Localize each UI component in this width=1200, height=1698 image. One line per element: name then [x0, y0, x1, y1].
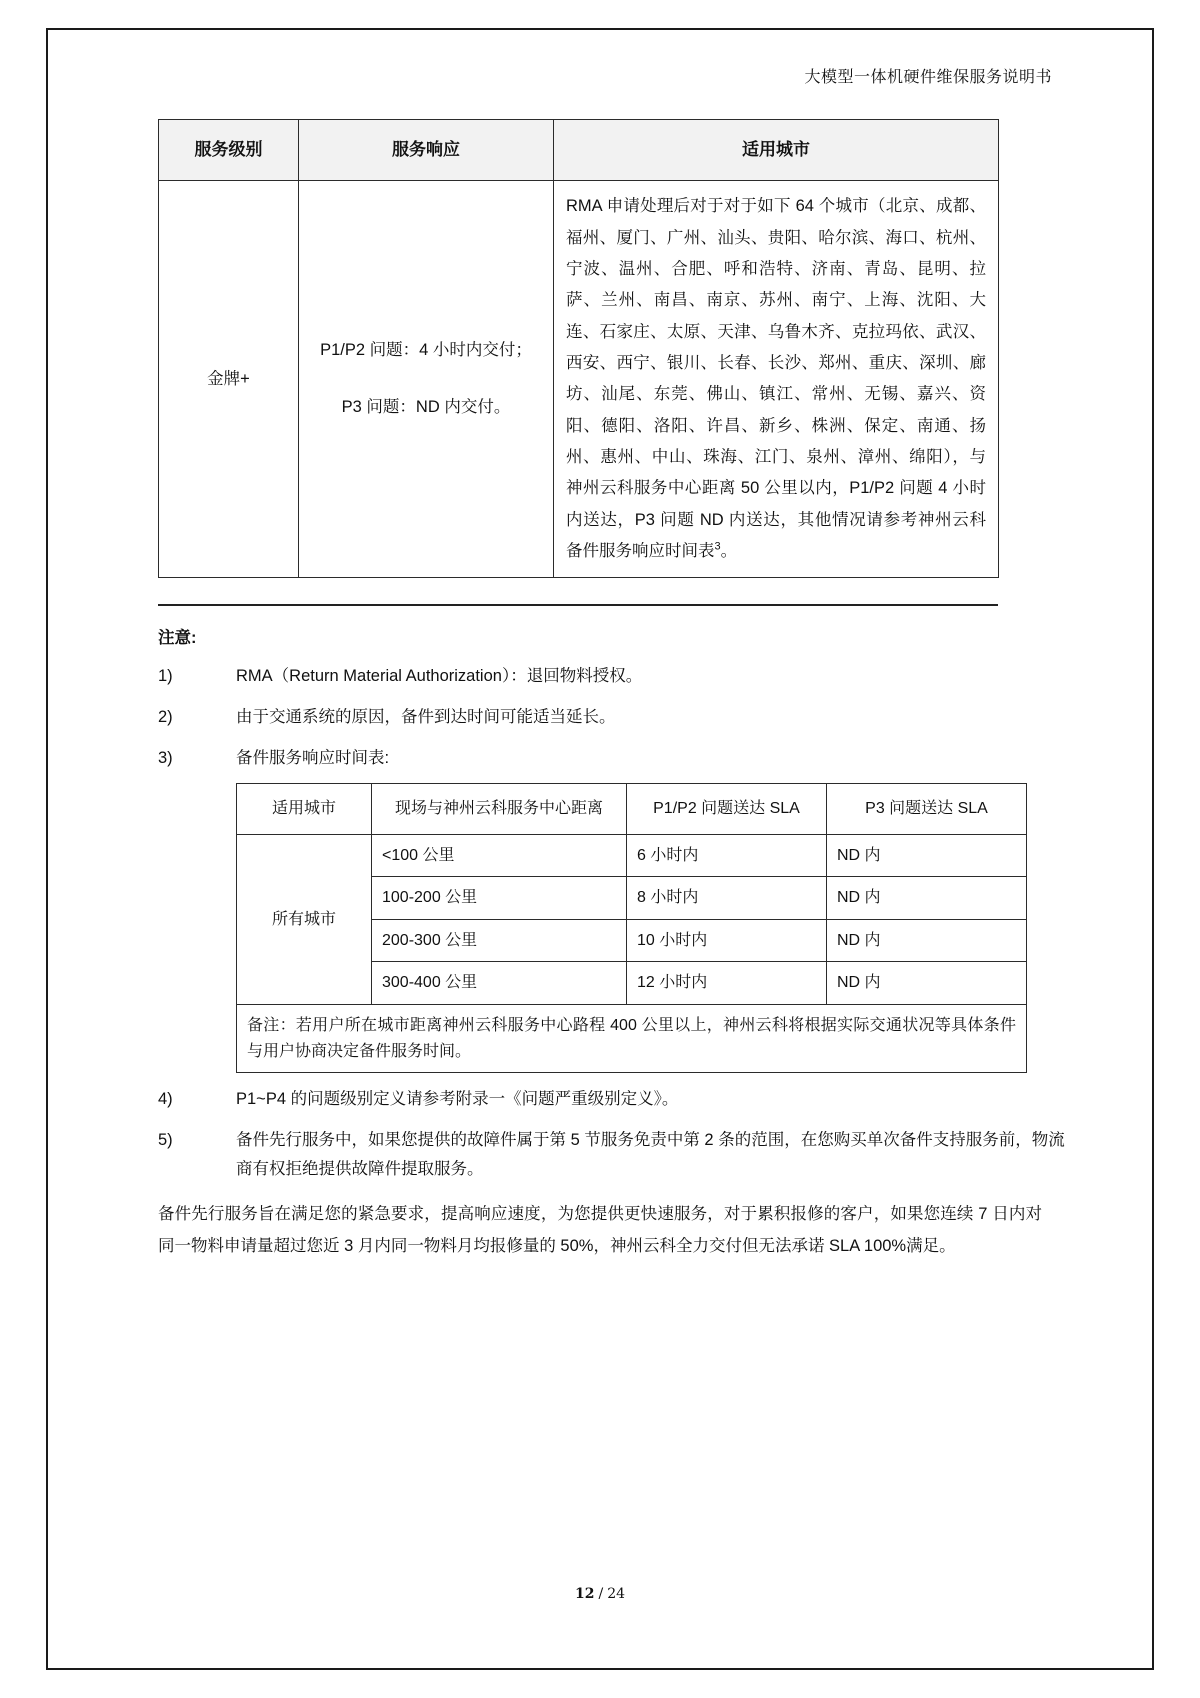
service-level-table: [158, 119, 999, 578]
cell-p12-sla: 6 小时内: [627, 834, 827, 877]
cell-applicable-cities: [554, 181, 999, 578]
city-text: RMA 申请处理后对于对于如下 64 个城市（北京、成都、福州、厦门、广州、汕头、贵阳、哈尔滨、海口、杭州、宁波、温州、合肥、呼和浩特、济南、青岛、昆明、拉萨、兰州、南昌、南京、苏州、南宁、上海、沈阳、大连、石家庄、太原、天津、乌鲁木齐、克拉玛依、武汉、西安、西宁、银川、长春、长沙、郑州、重庆、深圳、廊坊、汕尾、东莞、佛山、镇江、常州、无锡、嘉兴、资阳、德阳、洛阳、许昌、新乡、株洲、保定、南通、扬州、惠州、中山、珠海、江门、泉州、漳州、绵阳），与神州云科服务中心距离 50 公里以内，P1/P2 问题 4 小时内送达，P3 问题 ND 内送达，其他情况请参考神州云科备件服务响应时间表: [566, 197, 986, 561]
cell-city-group: 所有城市: [237, 834, 372, 1004]
list-item-text: 备件服务响应时间表:: [236, 749, 390, 768]
cell-p3-sla: ND 内: [827, 919, 1027, 962]
total-page-number: 24: [607, 1586, 626, 1602]
city-text-end: 。: [720, 542, 738, 561]
list-item-text: RMA（Return Material Authorization）：退回物料授权。: [236, 667, 643, 686]
current-page-number: 12: [574, 1586, 595, 1602]
cell-p12-sla: 8 小时内: [627, 877, 827, 920]
table-row: [237, 1005, 1027, 1073]
list-item: [158, 744, 1072, 1073]
list-item: [158, 1126, 1072, 1184]
section-divider: [158, 604, 998, 606]
cell-p3-sla: ND 内: [827, 877, 1027, 920]
column-header-applicable-cities: 适用城市: [554, 120, 999, 181]
list-item-text: 由于交通系统的原因，备件到达时间可能适当延长。: [236, 708, 616, 727]
notes-list: [128, 662, 1072, 1183]
list-item-number: 4): [158, 1090, 173, 1109]
cell-distance: 100-200 公里: [372, 877, 627, 920]
spare-parts-sla-table: [236, 783, 1027, 1073]
table-header-row: [237, 784, 1027, 835]
list-item-number: 1): [158, 667, 173, 686]
cell-remark: 备注：若用户所在城市距离神州云科服务中心路程 400 公里以上，神州云科将根据实际交通状况等具体条件与用户协商决定备件服务时间。: [237, 1005, 1027, 1073]
notes-title: 注意:: [158, 629, 197, 648]
cell-p3-sla: ND 内: [827, 834, 1027, 877]
cell-service-response: [299, 181, 554, 578]
table-row: [159, 181, 999, 578]
cell-p3-sla: ND 内: [827, 962, 1027, 1005]
column-header-service-level: 服务级别: [159, 120, 299, 181]
document-header-title: 大模型一体机硬件维保服务说明书: [804, 67, 1052, 86]
cell-distance: 300-400 公里: [372, 962, 627, 1005]
list-item-number: 3): [158, 749, 173, 768]
footnote-marker: 3: [714, 540, 721, 553]
cell-distance: <100 公里: [372, 834, 627, 877]
page-footer: [0, 1586, 1200, 1602]
closing-paragraph: 备件先行服务旨在满足您的紧急要求，提高响应速度，为您提供更快速服务，对于累积报修的客户，如果您连续 7 日内对同一物料申请量超过您近 3 月内同一物料月均报修量的 50%，神州云科全力交付但无法承诺 SLA 100%满足。: [158, 1204, 1042, 1255]
cell-p12-sla: 10 小时内: [627, 919, 827, 962]
cell-p12-sla: 12 小时内: [627, 962, 827, 1005]
cell-service-level: 金牌+: [159, 181, 299, 578]
list-item: [158, 1085, 1072, 1114]
column-header-p3-sla: P3 问题送达 SLA: [827, 784, 1027, 835]
table-header-row: [159, 120, 999, 181]
cell-distance: 200-300 公里: [372, 919, 627, 962]
table-row: [237, 834, 1027, 877]
list-item: [158, 662, 1072, 691]
list-item-text: P1~P4 的问题级别定义请参考附录一《问题严重级别定义》。: [236, 1090, 679, 1109]
column-header-applicable-city: 适用城市: [237, 784, 372, 835]
list-item-number: 2): [158, 708, 173, 727]
response-p3: P3 问题：ND 内交付。: [341, 398, 511, 417]
page-separator: /: [598, 1586, 604, 1602]
page-content: [128, 64, 1072, 1262]
column-header-service-response: 服务响应: [299, 120, 554, 181]
list-item-text: 备件先行服务中，如果您提供的故障件属于第 5 节服务免责中第 2 条的范围，在您购买单次备件支持服务前，物流商有权拒绝提供故障件提取服务。: [236, 1131, 1065, 1178]
column-header-p12-sla: P1/P2 问题送达 SLA: [627, 784, 827, 835]
list-item-number: 5): [158, 1131, 173, 1150]
list-item: [158, 703, 1072, 732]
column-header-distance: 现场与神州云科服务中心距离: [372, 784, 627, 835]
response-p1p2: P1/P2 问题：4 小时内交付；: [320, 341, 532, 360]
